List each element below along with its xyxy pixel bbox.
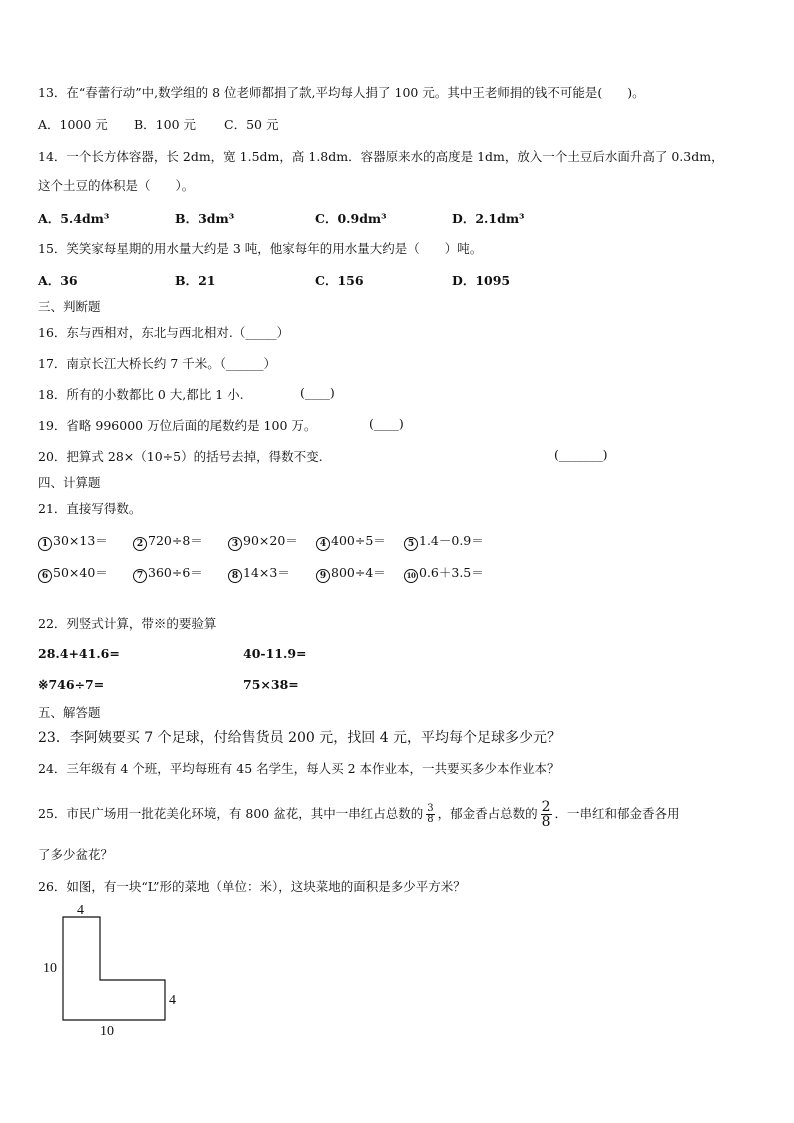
question-22-title: 22．列竖式计算，带※的要验算 — [38, 616, 217, 631]
question-19 — [38, 416, 404, 434]
option-d: D．2.1dm³ — [452, 211, 525, 226]
calc-item — [404, 563, 484, 583]
circled-number: 8 — [228, 569, 242, 583]
vertical-calc-item: 28.4+41.6= — [38, 646, 120, 661]
question-14-line2: 这个土豆的体积是（ ）。 — [38, 178, 195, 193]
option-a: A．36 — [38, 273, 78, 288]
question-15: 15．笑笑家每星期的用水量大约是 3 吨，他家每年的用水量大约是（ ）吨。 — [38, 241, 483, 256]
calc-expression: 0.6＋3.5＝ — [419, 565, 484, 580]
vertical-calc-item: 40-11.9= — [243, 646, 307, 661]
calc-item — [38, 531, 108, 551]
question-18-text: 18．所有的小数都比 0 大,都比 1 小. — [38, 387, 244, 402]
circled-number: 2 — [133, 537, 147, 551]
calc-expression: 800÷4＝ — [331, 565, 386, 580]
calc-item — [38, 563, 108, 583]
calc-item — [133, 531, 203, 551]
answer-blank: (____) — [300, 385, 335, 400]
option-a: A．5.4dm³ — [38, 211, 110, 226]
circled-number: 5 — [404, 537, 418, 551]
circled-number: 9 — [316, 569, 330, 583]
fraction-tulip — [541, 800, 552, 829]
question-25-line1 — [38, 800, 680, 829]
section-heading-judgement: 三、判断题 — [38, 299, 101, 314]
question-25-text: ．一串红和郁金香各用 — [554, 806, 680, 821]
calc-expression: 90×20＝ — [243, 533, 298, 548]
option-b: B．3dm³ — [175, 211, 235, 226]
label-right-height: 4 — [169, 993, 176, 1008]
question-14-line1: 14．一个长方体容器，长 2dm，宽 1.5dm，高 1.8dm．容器原来水的高度是 1dm，放入一个土豆后水面升高了 0.3dm， — [38, 149, 724, 164]
circled-number: 3 — [228, 537, 242, 551]
fraction-denominator: 8 — [427, 814, 434, 825]
calc-item — [228, 531, 298, 551]
question-17: 17．南京长江大桥长约 7 千米。（______） — [38, 356, 277, 371]
fraction-denominator: 8 — [541, 814, 551, 830]
circled-number: 1 — [38, 537, 52, 551]
calc-expression: 1.4－0.9＝ — [419, 533, 484, 548]
question-20 — [38, 447, 608, 465]
calc-item — [404, 531, 484, 551]
question-21-title: 21．直接写得数。 — [38, 501, 142, 516]
l-shape-diagram — [38, 898, 198, 1048]
vertical-calc-item: 75×38= — [243, 677, 299, 692]
question-13: 13．在“春蕾行动”中,数学组的 8 位老师都捐了款,平均每人捐了 100 元。其中王老师捐的钱不可能是( )。 — [38, 85, 645, 100]
fraction-numerator: 2 — [541, 799, 551, 815]
calc-expression: 50×40＝ — [53, 565, 108, 580]
circled-number: 6 — [38, 569, 52, 583]
fraction-numerator: 3 — [427, 803, 434, 814]
question-19-text: 19．省略 996000 万位后面的尾数约是 100 万。 — [38, 418, 317, 433]
calc-expression: 30×13＝ — [53, 533, 108, 548]
question-20-text: 20．把算式 28×（10÷5）的括号去掉，得数不变. — [38, 449, 323, 464]
calc-expression: 360÷6＝ — [148, 565, 203, 580]
label-left-height: 10 — [43, 961, 57, 976]
vertical-calc-item: ※746÷7= — [38, 677, 105, 692]
question-25-text: ，郁金香占总数的 — [437, 806, 538, 821]
calc-item — [228, 563, 290, 583]
circled-number: 10 — [404, 569, 418, 583]
option-c: C．0.9dm³ — [315, 211, 387, 226]
fraction-red — [426, 804, 434, 825]
option-b: B．100 元 — [134, 117, 197, 132]
question-25-text: 25．市民广场用一批花美化环境，有 800 盆花，其中一串红占总数的 — [38, 806, 424, 821]
calc-expression: 14×3＝ — [243, 565, 290, 580]
question-23: 23．李阿姨要买 7 个足球，付给售货员 200 元，找回 4 元，平均每个足球多少元？ — [38, 730, 562, 746]
option-d: D．1095 — [452, 273, 511, 288]
section-heading-word-problems: 五、解答题 — [38, 705, 101, 720]
calc-expression: 400÷5＝ — [331, 533, 386, 548]
option-c: C．156 — [315, 273, 364, 288]
calc-item — [316, 563, 386, 583]
answer-blank: (____) — [369, 416, 404, 431]
calc-item — [133, 563, 203, 583]
circled-number: 7 — [133, 569, 147, 583]
l-shape-outline — [63, 917, 165, 1020]
question-24: 24．三年级有 4 个班，平均每班有 45 名学生，每人买 2 本作业本，一共要买多少本作业本？ — [38, 761, 560, 776]
question-25-line2: 了多少盆花？ — [38, 847, 114, 862]
calc-expression: 720÷8＝ — [148, 533, 203, 548]
section-heading-calculation: 四、计算题 — [38, 475, 101, 490]
option-a: A．1000 元 — [38, 117, 108, 132]
calc-item — [316, 531, 386, 551]
question-16: 16．东与西相对，东北与西北相对.（_____） — [38, 325, 290, 340]
circled-number: 4 — [316, 537, 330, 551]
question-18 — [38, 385, 335, 403]
answer-blank: (_______) — [554, 447, 608, 462]
label-bottom-width: 10 — [100, 1024, 114, 1039]
question-26: 26．如图，有一块“L”形的菜地（单位：米），这块菜地的面积是多少平方米？ — [38, 879, 466, 894]
option-c: C．50 元 — [224, 117, 279, 132]
option-b: B．21 — [175, 273, 216, 288]
label-top-width: 4 — [77, 903, 84, 918]
